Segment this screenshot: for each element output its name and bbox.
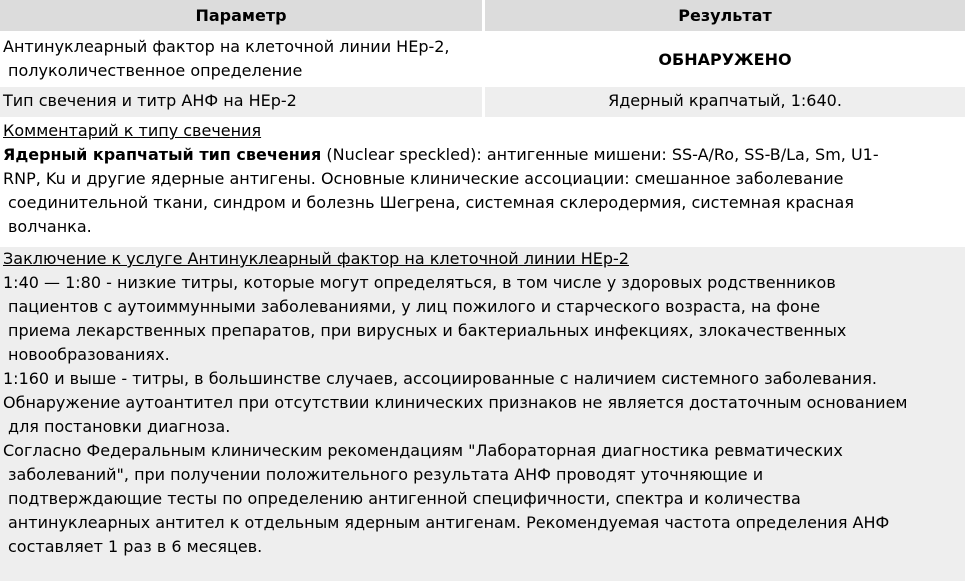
conclusion-line: Обнаружение аутоантител при отсутствии клинических признаков не является достаточным основанием bbox=[3, 393, 908, 412]
conclusion-line: заболеваний", при получении положительного результата АНФ проводят уточняющие и bbox=[8, 465, 764, 484]
comment-line bbox=[3, 143, 960, 167]
conclusion-line: новообразованиях. bbox=[8, 345, 170, 364]
row-parameter: Тип свечения и титр АНФ на HEp-2 bbox=[0, 87, 482, 117]
glow-type-comment bbox=[0, 119, 960, 243]
conclusion-line: составляет 1 раз в 6 месяцев. bbox=[8, 537, 263, 556]
comment-line: волчанка. bbox=[8, 217, 92, 236]
conclusion-heading: Заключение к услуге Антинуклеарный фактор на клеточной линии HEp-2 bbox=[3, 249, 629, 268]
conclusion-line: антинуклеарных антител к отдельным ядерным антигенам. Рекомендуемая частота определения АНФ bbox=[8, 513, 890, 532]
param-line: Антинуклеарный фактор на клеточной линии HEp-2, bbox=[3, 37, 450, 56]
conclusion-line: приема лекарственных препаратов, при вирусных и бактериальных инфекциях, злокачественных bbox=[8, 321, 847, 340]
conclusion-line: Согласно Федеральным клиническим рекомендациям "Лабораторная диагностика ревматических bbox=[3, 441, 843, 460]
conclusion-line: 1:40 — 1:80 - низкие титры, которые могут определяться, в том числе у здоровых родственников bbox=[3, 273, 836, 292]
table-header bbox=[0, 0, 965, 31]
row-result: ОБНАРУЖЕНО bbox=[658, 50, 792, 69]
table-row bbox=[0, 33, 965, 86]
header-parameter: Параметр bbox=[0, 0, 482, 31]
comment-line: соединительной ткани, синдром и болезнь Шегрена, системная склеродермия, системная красная bbox=[8, 193, 854, 212]
param-line: полуколичественное определение bbox=[8, 61, 303, 80]
comment-bold-lead: Ядерный крапчатый тип свечения bbox=[3, 145, 322, 164]
table-row bbox=[0, 87, 965, 117]
conclusion-line: 1:160 и выше - титры, в большинстве случаев, ассоциированные с наличием системного заболевания. bbox=[3, 369, 877, 388]
conclusion-line: для постановки диагноза. bbox=[8, 417, 231, 436]
header-result: Результат bbox=[485, 0, 965, 31]
conclusion-line: подтверждающие тесты по определению антигенной специфичности, спектра и количества bbox=[8, 489, 801, 508]
service-conclusion bbox=[0, 247, 965, 581]
comment-line: RNP, Ku и другие ядерные антигены. Основные клинические ассоциации: смешанное заболевание bbox=[3, 169, 844, 188]
comment-line-rest: (Nuclear speckled): антигенные мишени: SS-A/Ro, SS-B/La, Sm, U1- bbox=[321, 145, 879, 164]
comment-heading: Комментарий к типу свечения bbox=[3, 121, 262, 140]
row-parameter bbox=[0, 33, 482, 86]
row-result: Ядерный крапчатый, 1:640. bbox=[485, 87, 965, 117]
conclusion-line: пациентов с аутоиммунными заболеваниями, у лиц пожилого и старческого возраста, на фоне bbox=[8, 297, 821, 316]
